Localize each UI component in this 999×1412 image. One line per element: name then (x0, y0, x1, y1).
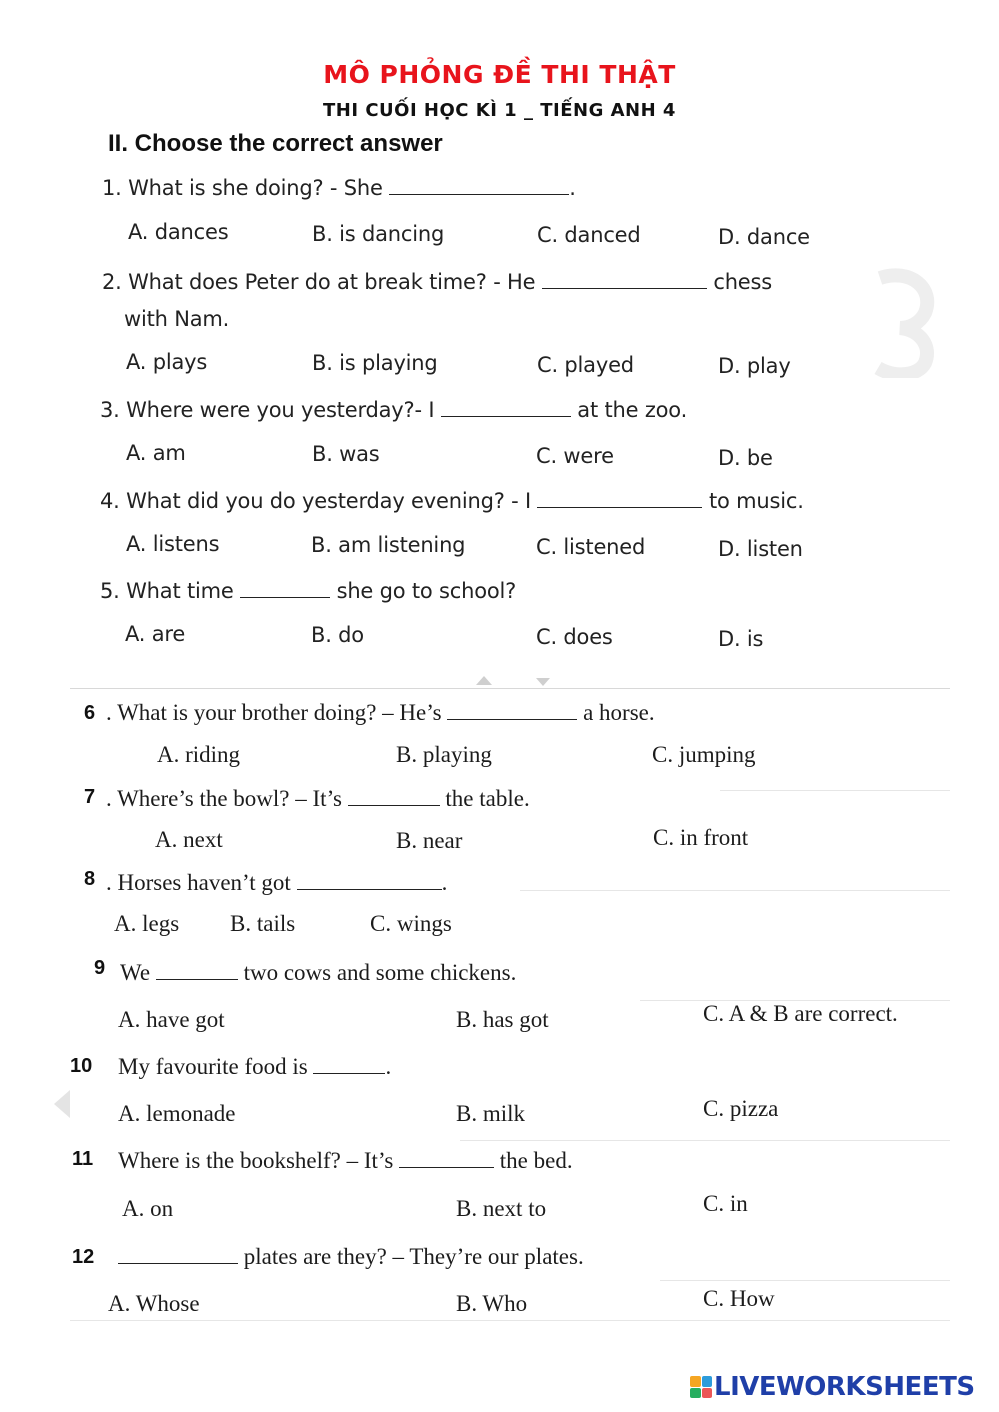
option-12c[interactable]: C. How (703, 1286, 775, 1311)
question-11 (118, 1148, 573, 1174)
option-5a[interactable]: A. are (125, 622, 186, 646)
logo-text: LIVEWORKSHEETS (714, 1372, 975, 1402)
option-5d[interactable]: D. is (718, 627, 764, 651)
answer-blank-4[interactable] (537, 489, 702, 508)
option-10a[interactable]: A. lemonade (118, 1101, 236, 1126)
scan-line (70, 1320, 950, 1321)
scan-line (70, 688, 950, 689)
option-7c[interactable]: C. in front (653, 825, 749, 850)
option-7b[interactable]: B. near (396, 828, 463, 853)
question-1-text: 1. What is she doing? - She (102, 176, 383, 200)
question-8-after: . (441, 870, 448, 895)
watermark-shape (870, 268, 940, 378)
question-10-after: . (385, 1054, 392, 1079)
option-8a[interactable]: A. legs (114, 911, 180, 936)
option-9b[interactable]: B. has got (456, 1007, 549, 1032)
option-2d[interactable]: D. play (718, 354, 791, 378)
answer-blank-3[interactable] (441, 398, 571, 417)
section-heading: II. Choose the correct answer (108, 130, 443, 157)
question-3 (100, 398, 687, 422)
question-5-after: she go to school? (336, 579, 517, 603)
left-arrow-icon (54, 1090, 70, 1118)
option-1d[interactable]: D. dance (718, 225, 810, 249)
question-7-text: . Where’s the bowl? – It’s (106, 786, 342, 811)
question-5-text: 5. What time (100, 579, 234, 603)
question-11-after: the bed. (499, 1148, 573, 1173)
scan-line (660, 1280, 950, 1281)
option-3a[interactable]: A. am (126, 441, 186, 465)
answer-blank-2[interactable] (542, 270, 707, 289)
scan-line (720, 790, 950, 791)
question-2-text: 2. What does Peter do at break time? - He (102, 270, 536, 294)
question-8 (106, 870, 447, 896)
question-10-number: 10 (70, 1055, 93, 1077)
option-9a[interactable]: A. have got (118, 1007, 225, 1032)
question-11-number: 11 (72, 1148, 94, 1170)
option-1a[interactable]: A. dances (128, 220, 229, 244)
question-7-after: the table. (445, 786, 530, 811)
answer-blank-12[interactable] (118, 1245, 238, 1264)
page-subtitle: THI CUỐI HỌC KÌ 1 _ TIẾNG ANH 4 (323, 100, 676, 121)
option-1c[interactable]: C. danced (537, 223, 641, 247)
liveworksheets-logo[interactable] (690, 1372, 975, 1402)
option-8b[interactable]: B. tails (230, 911, 296, 936)
question-6 (106, 700, 655, 726)
question-6-after: a horse. (583, 700, 655, 725)
option-7a[interactable]: A. next (155, 827, 223, 852)
question-4-text: 4. What did you do yesterday evening? - I (100, 489, 531, 513)
question-4-after: to music. (708, 489, 804, 513)
answer-blank-7[interactable] (348, 787, 440, 806)
question-11-text: Where is the bookshelf? – It’s (118, 1148, 394, 1173)
question-12 (118, 1244, 584, 1270)
question-10 (118, 1054, 391, 1080)
option-9c[interactable]: C. A & B are correct. (703, 1001, 898, 1026)
option-12a[interactable]: A. Whose (108, 1291, 200, 1316)
option-11a[interactable]: A. on (122, 1196, 174, 1221)
option-5c[interactable]: C. does (536, 625, 613, 649)
option-4b[interactable]: B. am listening (311, 533, 466, 557)
logo-square (702, 1376, 713, 1387)
option-6a[interactable]: A. riding (157, 742, 241, 767)
question-1-after: . (569, 176, 576, 200)
question-5 (100, 579, 516, 603)
question-9-after: two cows and some chickens. (243, 960, 517, 985)
question-12-number: 12 (72, 1246, 95, 1268)
option-11c[interactable]: C. in (703, 1191, 748, 1216)
question-9 (120, 960, 516, 986)
question-4 (100, 489, 804, 513)
down-arrow-icon (536, 678, 550, 686)
logo-grid-icon (690, 1376, 712, 1398)
option-4d[interactable]: D. listen (718, 537, 803, 561)
logo-square (690, 1376, 701, 1387)
question-9-number: 9 (94, 957, 106, 979)
option-4a[interactable]: A. listens (126, 532, 220, 556)
option-10b[interactable]: B. milk (456, 1101, 526, 1126)
question-7-number: 7 (84, 786, 96, 808)
option-5b[interactable]: B. do (311, 623, 364, 647)
answer-blank-11[interactable] (399, 1149, 494, 1168)
answer-blank-8[interactable] (297, 871, 442, 890)
question-9-text: We (120, 960, 151, 985)
question-7 (106, 786, 530, 812)
option-6b[interactable]: B. playing (396, 742, 492, 767)
question-12-after: plates are they? – They’re our plates. (243, 1244, 584, 1269)
question-6-text: . What is your brother doing? – He’s (106, 700, 442, 725)
option-6c[interactable]: C. jumping (652, 742, 756, 767)
answer-blank-1[interactable] (389, 176, 569, 195)
up-arrow-icon (476, 676, 492, 685)
option-3d[interactable]: D. be (718, 446, 773, 470)
option-1b[interactable]: B. is dancing (312, 222, 445, 246)
question-10-text: My favourite food is (118, 1054, 308, 1079)
question-3-after: at the zoo. (577, 398, 688, 422)
question-2-after: chess (713, 270, 773, 294)
question-3-text: 3. Where were you yesterday?- I (100, 398, 435, 422)
logo-square (702, 1388, 713, 1399)
option-12b[interactable]: B. Who (456, 1291, 528, 1316)
scan-line (520, 890, 950, 891)
option-3b[interactable]: B. was (312, 442, 380, 466)
option-10c[interactable]: C. pizza (703, 1096, 779, 1121)
question-8-number: 8 (84, 868, 96, 890)
scan-line (460, 1140, 950, 1141)
question-6-number: 6 (84, 702, 96, 724)
answer-blank-10[interactable] (313, 1055, 385, 1074)
option-8c[interactable]: C. wings (370, 911, 452, 936)
option-11b[interactable]: B. next to (456, 1196, 547, 1221)
option-4c[interactable]: C. listened (536, 535, 646, 559)
logo-square (690, 1388, 701, 1399)
question-1 (102, 176, 576, 200)
option-2c[interactable]: C. played (537, 353, 634, 377)
question-2-line2: with Nam. (124, 307, 230, 331)
option-2b[interactable]: B. is playing (312, 351, 438, 375)
page-title: MÔ PHỎNG ĐỀ THI THẬT (323, 60, 676, 89)
option-2a[interactable]: A. plays (126, 350, 208, 374)
answer-blank-5[interactable] (240, 579, 330, 598)
question-2 (102, 270, 772, 294)
answer-blank-9[interactable] (156, 961, 238, 980)
question-8-text: . Horses haven’t got (106, 870, 291, 895)
answer-blank-6[interactable] (447, 701, 577, 720)
option-3c[interactable]: C. were (536, 444, 614, 468)
